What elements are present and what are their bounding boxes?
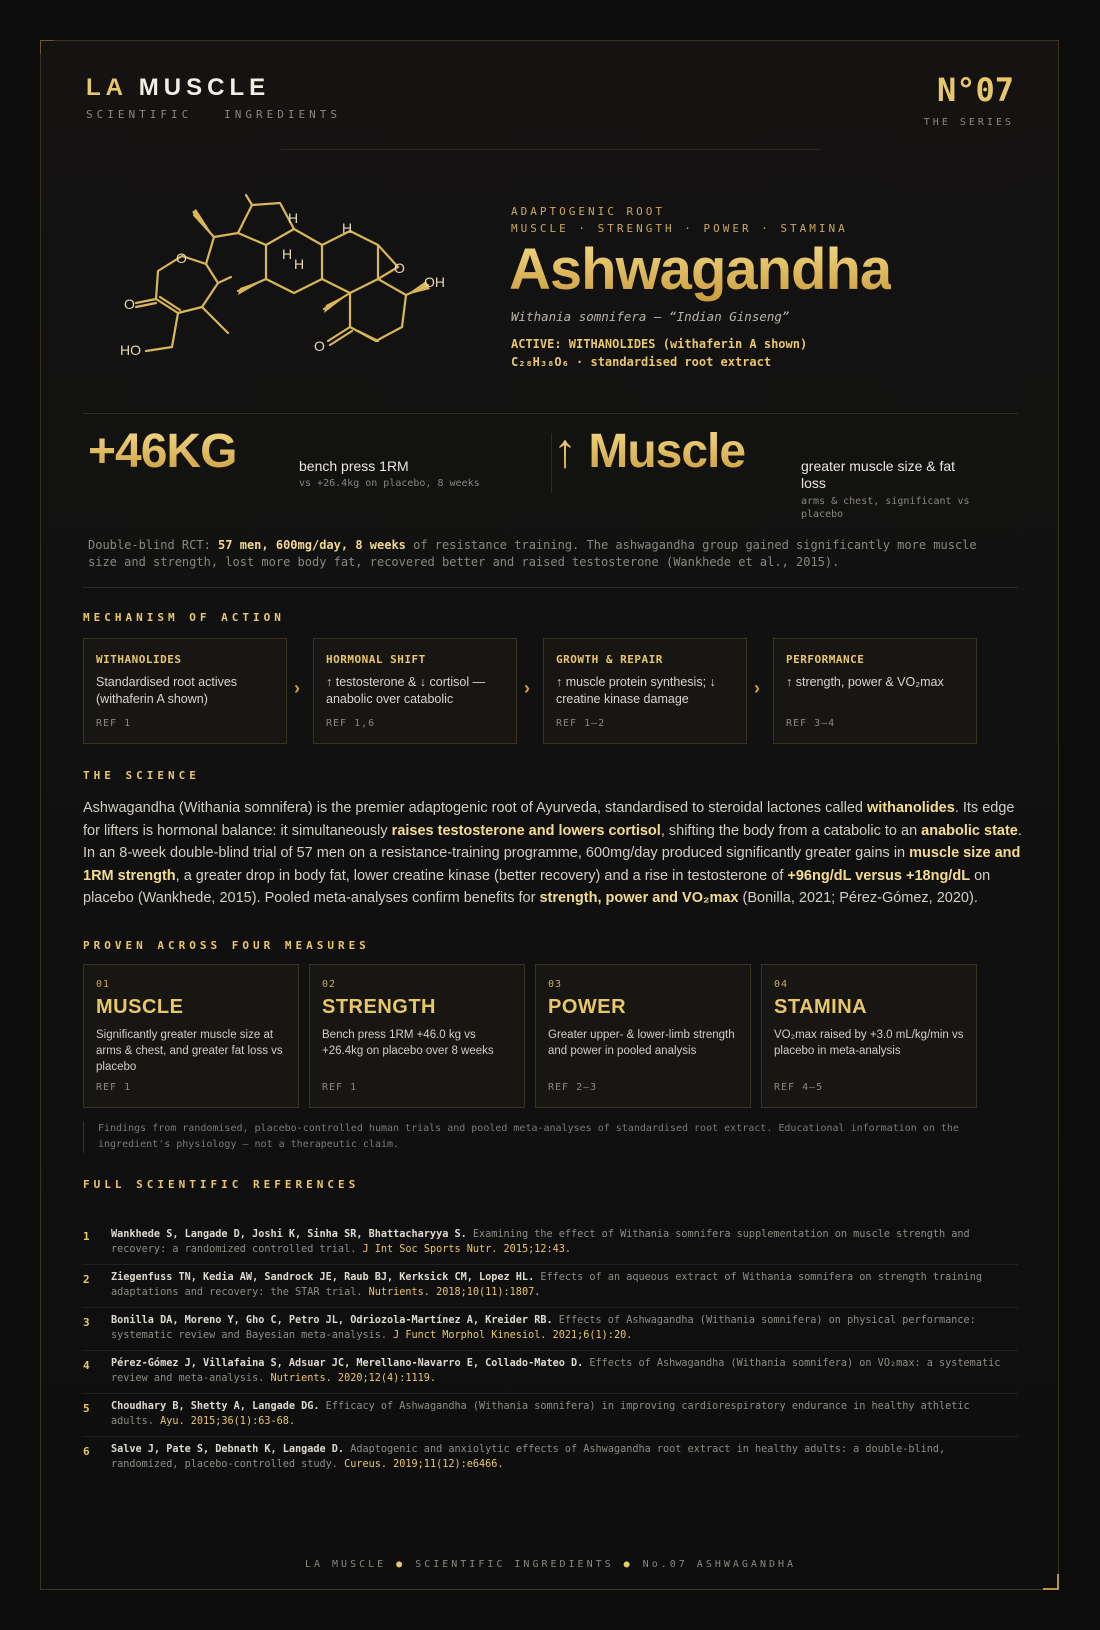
molecule-label-o-epoxide: O <box>394 260 405 276</box>
reference-number: 2 <box>83 1273 90 1286</box>
mechanism-step-desc: ↑ strength, power & VO₂max <box>786 675 944 689</box>
series-label: THE SERIES <box>923 117 1014 128</box>
reference-title: Examining the effect of Withania somnifera supplementation on muscle strength and recovery: a randomized controlled trial. <box>111 1229 970 1255</box>
reference-title: Effects of Ashwagandha (Withania somnifera) on physical performance: systematic review and Bayesian meta-analysis. <box>111 1315 976 1341</box>
footer-tagline: SCIENTIFIC INGREDIENTS <box>415 1559 614 1570</box>
stat-bench-label: bench press 1RM <box>299 458 409 474</box>
mechanism-step-performance <box>773 638 977 744</box>
reference-authors: Bonilla DA, Moreno Y, Gho C, Petro JL, Odriozola-Martínez A, Kreider RB. <box>111 1315 553 1326</box>
trial-text-pre: Double-blind RCT: <box>88 538 219 552</box>
reference-number: 4 <box>83 1359 90 1372</box>
reference-title: Effects of Ashwagandha (Withania somnifera) on VO₂max: a systematic review and meta-analysis. <box>111 1358 1001 1384</box>
reference-item <box>83 1351 1018 1394</box>
stat-muscle-sub: arms & chest, significant vs placebo <box>801 496 970 520</box>
reference-authors: Pérez-Gómez J, Villafaina S, Adsuar JC, Merellano-Navarro E, Collado-Mateo D. <box>111 1358 584 1369</box>
measure-desc: VO₂max raised by +3.0 mL/kg/min vs placebo in meta-analysis <box>774 1029 964 1057</box>
disclaimer: Findings from randomised, placebo-controlled human trials and pooled meta-analyses of standardised root extract. Educational information on the ingredient's physiology — not a therapeutic claim. <box>83 1121 983 1153</box>
molecule-label-ho: HO <box>120 342 141 358</box>
molecule-label-h3: H <box>294 256 305 272</box>
stat-bench-sub: vs +26.4kg on placebo, 8 weeks <box>299 478 480 489</box>
chemical-formula: C₂₈H₃₈O₆ · standardised root extract <box>511 355 772 369</box>
reference-journal: J Funct Morphol Kinesiol. 2021;6(1):20. <box>393 1330 633 1341</box>
chevron-right-icon: › <box>524 678 530 698</box>
footer-dot-icon: ● <box>623 1559 633 1570</box>
reference-authors: Salve J, Pate S, Debnath K, Langade D. <box>111 1444 345 1455</box>
brand-muscle: MUSCLE <box>138 74 271 101</box>
measure-ref: REF 2–3 <box>548 1082 598 1093</box>
reference-authors: Wankhede S, Langade D, Joshi K, Sinha SR, Bhattacharyya S. <box>111 1229 467 1240</box>
frame-corner-bottom-right <box>1043 1574 1059 1590</box>
reference-number: 6 <box>83 1445 90 1458</box>
mechanism-step-title: GROWTH & REPAIR <box>556 653 663 666</box>
reference-journal: Nutrients. 2018;10(11):1807. <box>368 1287 541 1298</box>
science-text: . Its edge for lifters is hormonal balance: it simultaneously <box>83 800 1015 839</box>
mechanism-step-ref: REF 1–2 <box>556 718 606 729</box>
latin-name: Withania somnifera — “Indian Ginseng” <box>511 309 790 324</box>
measure-desc: Bench press 1RM +46.0 kg vs +26.4kg on placebo over 8 weeks <box>322 1029 494 1057</box>
reference-item <box>83 1265 1018 1308</box>
mechanism-step-hormonal-shift <box>313 638 517 744</box>
molecule-label-oh: OH <box>424 274 445 290</box>
science-highlight: strength, power and VO₂max <box>539 890 739 906</box>
reference-item <box>83 1394 1018 1437</box>
mechanism-step-desc: ↑ testosterone & ↓ cortisol — anabolic over catabolic <box>326 675 486 706</box>
hero-kicker-1: ADAPTOGENIC ROOT <box>511 205 665 218</box>
measure-title: STRENGTH <box>322 996 436 1018</box>
measure-ref: REF 1 <box>96 1082 132 1093</box>
measure-ref: REF 4–5 <box>774 1082 824 1093</box>
stat-bench-value: +46KG <box>88 425 237 478</box>
reference-title: Efficacy of Ashwagandha (Withania somnifera) in improving cardiorespiratory endurance in healthy athletic adults. <box>111 1401 970 1427</box>
measure-title: STAMINA <box>774 996 868 1018</box>
measure-card-power <box>535 964 751 1108</box>
stat-muscle-value: ↑ Muscle <box>553 425 746 478</box>
stat-muscle-label: greater muscle size & fat loss <box>801 458 956 491</box>
reference-title: Effects of an aqueous extract of Withania somnifera on strength training adaptations and recovery: the STAR trial. <box>111 1272 982 1298</box>
page-title: Ashwagandha <box>509 237 892 302</box>
mechanism-step-title: PERFORMANCE <box>786 653 865 666</box>
mechanism-step-desc: Standardised root actives (withaferin A shown) <box>96 675 238 706</box>
mechanism-step-ref: REF 1,6 <box>326 718 376 729</box>
science-paragraph <box>83 797 1023 910</box>
science-highlight: muscle size and 1RM strength <box>83 845 1021 884</box>
measures-heading: PROVEN ACROSS FOUR MEASURES <box>83 939 370 952</box>
hero-kicker <box>511 203 848 237</box>
reference-journal: Cureus. 2019;11(12):e6466. <box>344 1459 504 1470</box>
stats-divider <box>551 433 552 493</box>
chevron-right-icon: › <box>294 678 300 698</box>
measure-number: 03 <box>548 979 563 990</box>
measure-title: MUSCLE <box>96 996 184 1018</box>
page-frame <box>40 40 1059 1590</box>
reference-journal: J Int Soc Sports Nutr. 2015;12:43. <box>362 1244 572 1255</box>
science-highlight: anabolic state <box>921 822 1018 839</box>
withaferin-molecule-diagram <box>116 189 456 389</box>
measure-number: 04 <box>774 979 789 990</box>
measure-desc: Significantly greater muscle size at arms & chest, and greater fat loss vs placebo <box>96 1029 283 1073</box>
trial-divider <box>83 587 1018 588</box>
measure-desc: Greater upper- & lower-limb strength and power in pooled analysis <box>548 1029 735 1057</box>
science-text: on placebo (Wankhede, 2015). Pooled meta-analyses confirm benefits for <box>83 867 991 906</box>
references-heading: FULL SCIENTIFIC REFERENCES <box>83 1178 360 1191</box>
measure-number: 02 <box>322 979 337 990</box>
footer-issue: No.07 ASHWAGANDHA <box>642 1559 797 1570</box>
measure-ref: REF 1 <box>322 1082 358 1093</box>
mechanism-step-withanolides <box>83 638 287 744</box>
molecule-label-o-lactone: O <box>124 296 135 312</box>
hero-kicker-2: MUSCLE · STRENGTH · POWER · STAMINA <box>511 222 848 235</box>
reference-journal: Nutrients. 2020;12(4):1119. <box>270 1373 437 1384</box>
hero-divider <box>83 413 1018 414</box>
science-heading: THE SCIENCE <box>83 769 200 782</box>
reference-number: 5 <box>83 1402 90 1415</box>
reference-number: 1 <box>83 1230 90 1243</box>
footer-dot-icon: ● <box>396 1559 406 1570</box>
measure-number: 01 <box>96 979 111 990</box>
reference-item <box>83 1437 1018 1479</box>
trial-text-bold: 57 men, 600mg/day, 8 weeks <box>218 538 406 552</box>
science-text: (Bonilla, 2021; Pérez-Gómez, 2020). <box>738 890 978 906</box>
mechanism-heading: MECHANISM OF ACTION <box>83 611 285 624</box>
molecule-label-h4: H <box>342 220 353 236</box>
reference-authors: Choudhary B, Shetty A, Langade DG. <box>111 1401 320 1412</box>
active-compound: ACTIVE: WITHANOLIDES (withaferin A shown) <box>511 337 808 351</box>
trial-summary <box>88 537 988 571</box>
reference-item <box>83 1308 1018 1351</box>
molecule-label-h2: H <box>282 246 293 262</box>
reference-title: Adaptogenic and anxiolytic effects of Ashwagandha root extract in healthy adults: a double-blind, randomized, placebo-controlled study. <box>111 1444 946 1470</box>
header-divider <box>281 149 821 150</box>
mechanism-step-ref: REF 1 <box>96 718 132 729</box>
footer <box>41 1559 1060 1570</box>
brand-la: LA <box>86 74 128 101</box>
science-text: . In an 8-week double-blind trial of 57 men on a resistance-training programme, 600mg/day produced significantly greater gains in <box>83 822 1022 861</box>
science-text: , a greater drop in body fat, lower creatine kinase (better recovery) and a rise in testosterone of <box>175 867 788 884</box>
measure-card-strength <box>309 964 525 1108</box>
science-text: , shifting the body from a catabolic to an <box>660 822 922 839</box>
reference-number: 3 <box>83 1316 90 1329</box>
mechanism-step-title: HORMONAL SHIFT <box>326 653 426 666</box>
measure-title: POWER <box>548 996 627 1018</box>
reference-item <box>83 1222 1018 1265</box>
measure-card-stamina <box>761 964 977 1108</box>
frame-corner-top-left <box>40 40 54 54</box>
footer-brand: LA MUSCLE <box>304 1559 387 1570</box>
reference-authors: Ziegenfuss TN, Kedia AW, Sandrock JE, Raub BJ, Kerksick CM, Lopez HL. <box>111 1272 535 1283</box>
science-highlight: +96ng/dL versus +18ng/dL <box>787 867 971 884</box>
brand-subtitle: SCIENTIFIC INGREDIENTS <box>86 108 341 121</box>
series-number: N°07 <box>936 71 1014 109</box>
mechanism-step-growth-repair <box>543 638 747 744</box>
chevron-right-icon: › <box>754 678 760 698</box>
science-text: Ashwagandha (Withania somnifera) is the premier adaptogenic root of Ayurveda, standardised to steroidal lactones called <box>83 800 867 816</box>
brand-logo <box>86 74 270 102</box>
references-list <box>83 1222 1018 1479</box>
mechanism-step-desc: ↑ muscle protein synthesis; ↓ creatine kinase damage <box>556 675 716 706</box>
molecule-label-h1: H <box>288 210 299 226</box>
science-highlight: raises testosterone and lowers cortisol <box>391 822 661 839</box>
measure-card-muscle <box>83 964 299 1108</box>
molecule-label-o-ketone: O <box>314 338 325 354</box>
reference-journal: Ayu. 2015;36(1):63-68. <box>160 1416 296 1427</box>
mechanism-step-ref: REF 3–4 <box>786 718 836 729</box>
trial-text-post: of resistance training. The ashwagandha group gained significantly more muscle size and strength, lost more body fat, recovered better and raised testosterone (Wankhede et al., 2015). <box>88 538 977 569</box>
science-highlight: withanolides <box>866 800 955 816</box>
molecule-label-o-ring: O <box>176 250 187 266</box>
mechanism-step-title: WITHANOLIDES <box>96 653 182 666</box>
